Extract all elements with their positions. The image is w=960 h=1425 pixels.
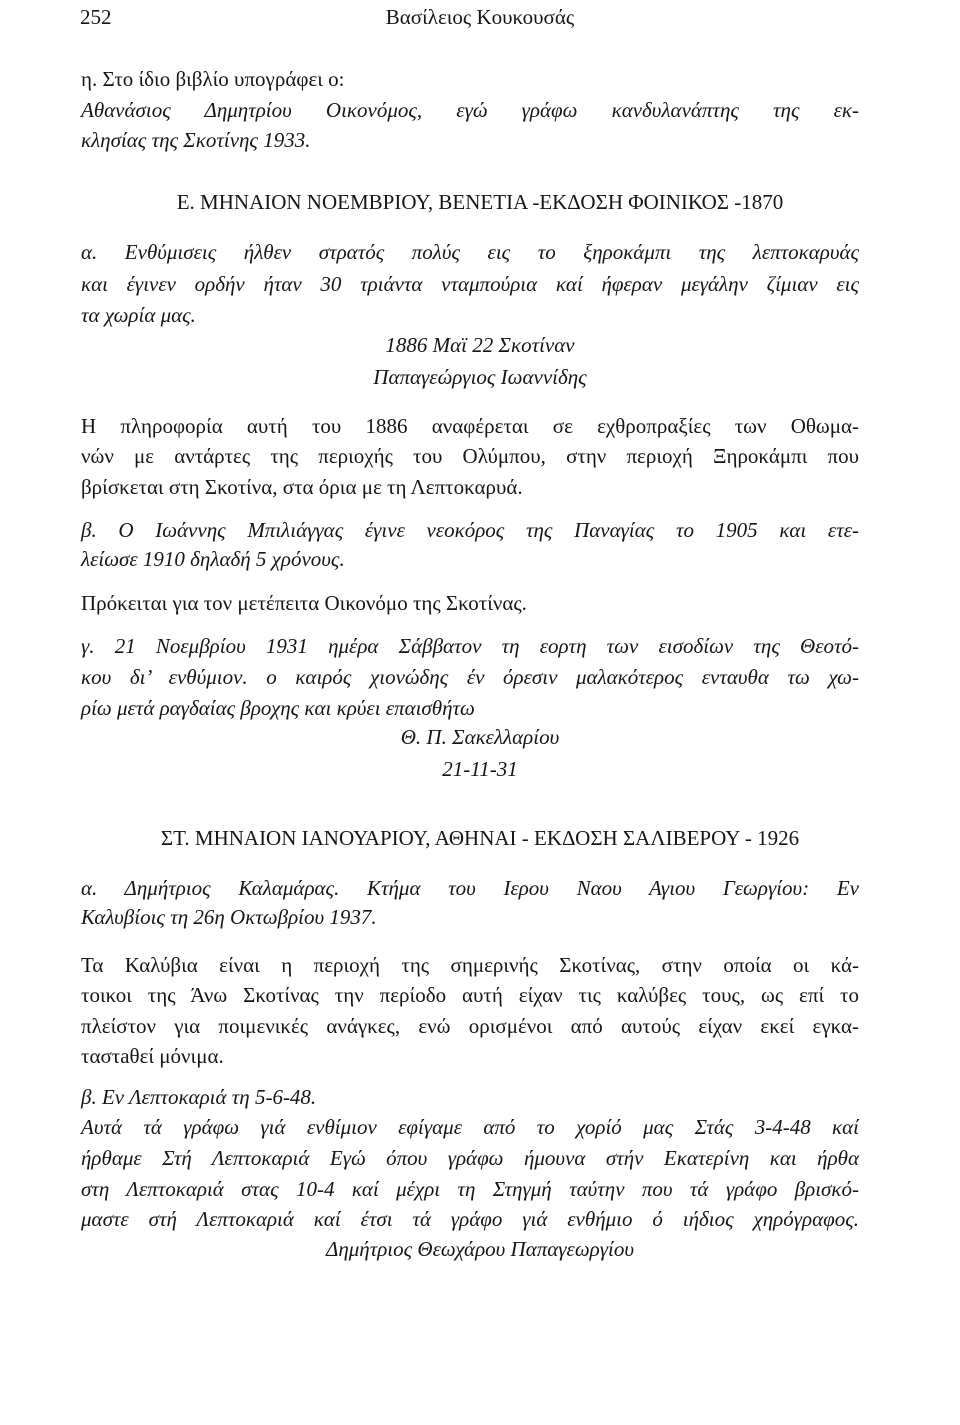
- text-line: στη Λεπτοκαριά στας 10-4 καί μέχρι τη Στηγμή ταύτην που τά γράφο βρισκό-: [81, 1177, 859, 1201]
- text-line: Τα Καλύβια είναι η περιοχή της σημερινής Σκοτίνας, στην οποία οι κά-: [81, 953, 859, 977]
- section-heading: Ε. ΜΗΝΑΙΟΝ ΝΟΕΜΒΡΙΟΥ, ΒΕΝΕΤΙΑ -ΕΚΔΟΣΗ ΦΟΙΝΙΚΟΣ -1870: [176, 190, 784, 214]
- running-title: Βασίλειος Κουκουσάς: [385, 5, 575, 29]
- text-line: τα χωρία μας.: [81, 303, 196, 327]
- text-line: βρίσκεται στη Σκοτίνα, στα όρια με τη Λεπτοκαρυά.: [81, 475, 523, 499]
- text-line: β. Ο Ιωάννης Μπιλιάγγας έγινε νεοκόρος της Παναγίας το 1905 και ετε-: [81, 518, 859, 542]
- signature-line: Παπαγεώργιος Ιωαννίδης: [373, 365, 587, 389]
- text-line: ρίω μετά ραγδαίας βροχης και κρύει επαισθήτω: [81, 696, 475, 720]
- text-line: και έγινεν ορδήν ήταν 30 τριάντα νταμπούρια καί ήφεραν μεγάλην ζίμιαν εις: [81, 272, 859, 296]
- text-line: κου δι’ ενθύμιον. ο καιρός χιονώδης έν όρεσιν μαλακότερος ενταυθα τω χω-: [81, 665, 859, 689]
- text-line: πλείστον για ποιμενικές ανάγκες, ενώ ορισμένοι από αυτούς είχαν εκεί εγκα-: [81, 1014, 859, 1038]
- text-line: 1886 Μαϊ 22 Σκοτίναν: [385, 333, 575, 357]
- text-line: α. Δημήτριος Καλαμάρας. Κτήμα του Ιερου Ναου Αγιου Γεωργίου: Εν: [81, 876, 859, 900]
- text-line: γ. 21 Νοεμβρίου 1931 ημέρα Σάββατον τη εορτη των εισοδίων της Θεοτό-: [81, 634, 859, 658]
- text-line: Αυτά τά γράφω γιά ενθίμιον εφίγαμε από το χορίό μας Στάς 3-4-48 καί: [81, 1115, 859, 1139]
- signature-line: Δημήτριος Θεωχάρου Παπαγεωργίου: [326, 1237, 634, 1261]
- page-number: 252: [80, 5, 112, 29]
- text-line: ήρθαμε Στή Λεπτοκαριά Εγώ όπου γράφω ήμουνα στήν Εκατερίνη και ήρθα: [81, 1146, 859, 1170]
- signature-line: Θ. Π. Σακελλαρίου: [400, 725, 560, 749]
- section-heading: ΣΤ. ΜΗΝΑΙΟΝ ΙΑΝΟΥΑΡΙΟΥ, ΑΘΗΝΑΙ - ΕΚΔΟΣΗ ΣΑΛΙΒΕΡΟΥ - 1926: [160, 826, 800, 850]
- text-line: Πρόκειται για τον μετέπειτα Οικονόμο της Σκοτίνας.: [81, 591, 527, 615]
- text-line: Αθανάσιος Δημητρίου Οικονόμος, εγώ γράφω κανδυλανάπτης της εκ-: [81, 98, 859, 122]
- date-line: 21-11-31: [442, 757, 518, 781]
- text-line: μαστε στή Λεπτοκαριά καί έτσι τά γράφο γιά ενθήμιο ό ιήδιος χηρόγραφος.: [81, 1207, 859, 1231]
- text-line: α. Ενθύμισεις ήλθεν στρατός πολύς εις το ξηροκάμπι της λεπτοκαρυάς: [81, 240, 859, 264]
- text-line: Καλυβίοις τη 26η Οκτωβρίου 1937.: [81, 905, 377, 929]
- text-line: η. Στο ίδιο βιβλίο υπογράφει ο:: [81, 67, 345, 91]
- text-line: Η πληροφορία αυτή του 1886 αναφέρεται σε εχθροπραξίες των Οθωμα-: [81, 414, 859, 438]
- text-line: νών με αντάρτες της περιοχής του Ολύμπου, στην περιοχή Ξηροκάμπι που: [81, 444, 859, 468]
- text-line: κλησίας της Σκοτίνης 1933.: [81, 128, 311, 152]
- text-line: τοικοι της Άνω Σκοτίνας την περίοδο αυτή είχαν τις καλύβες τους, ως επί το: [81, 983, 859, 1007]
- text-line: λείωσε 1910 δηλαδή 5 χρόνους.: [81, 547, 345, 571]
- text-line: ταστaθεί μόνιμα.: [81, 1044, 224, 1068]
- text-line: β. Εν Λεπτοκαριά τη 5-6-48.: [81, 1085, 317, 1109]
